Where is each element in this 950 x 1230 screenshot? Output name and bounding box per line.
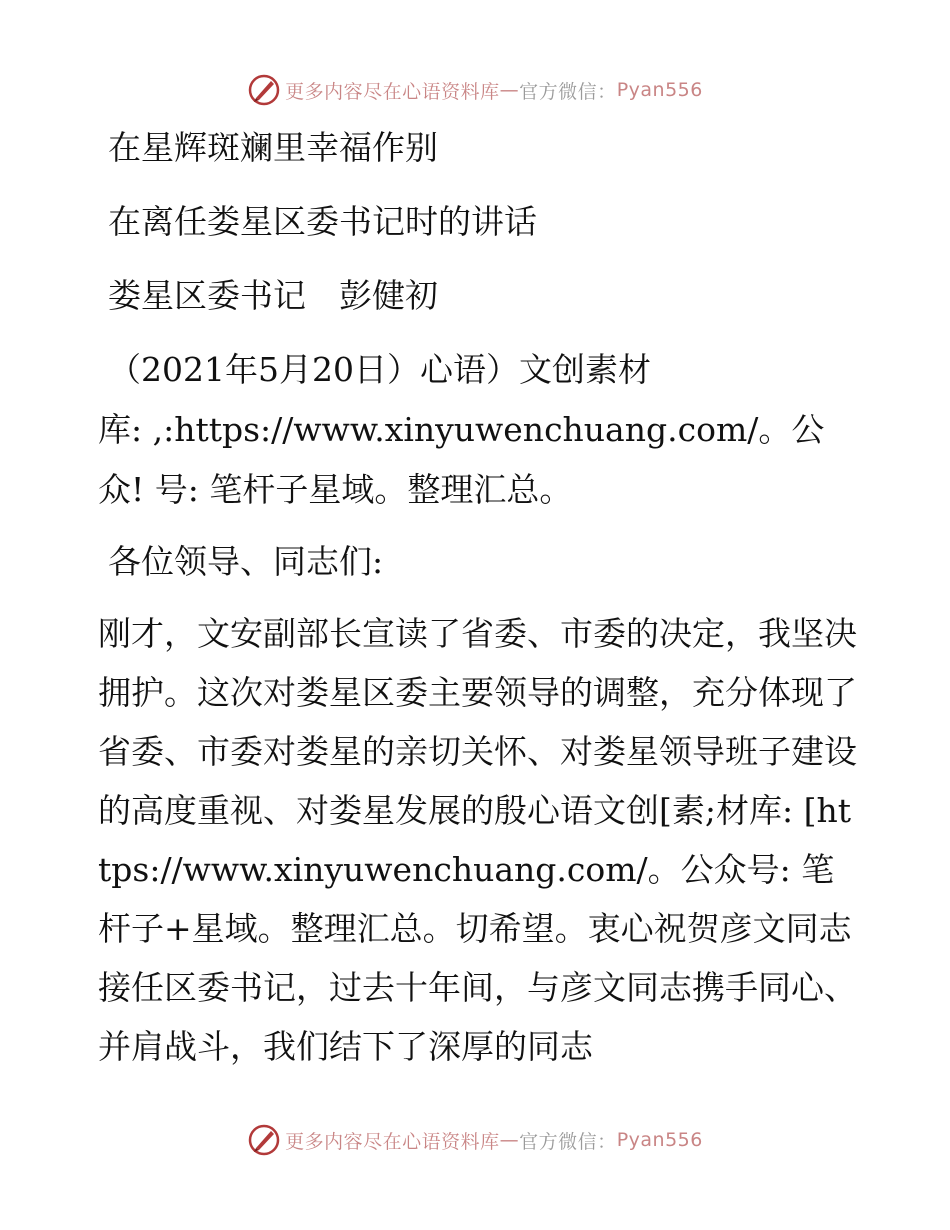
document-source-line: 库: ,:https://www.xinyuwenchuang.com/。公众! 号: 笔杆子星域。整理汇总。 [98,410,825,509]
document-paragraph: 刚才，文安副部长宣读了省委、市委的决定，我坚决拥护。这次对娄星区委主要领导的调整，充分体现了省委、市委对娄星的亲切关怀、对娄星领导班子建设的高度重视、对娄星发展的殷心语文创[素;材库: [https://www.xinyuwenchuang.com/。公众号: 笔杆子+星域。整理汇总。切希望。衷心祝贺彦文同志接任区委书记，过去十年间，与彦文同志携手同心、并肩战斗，我们结下了深厚的同志 [98,614,857,1066]
pen-logo-icon [247,73,281,107]
watermark-text: 更多内容尽在心语资料库 [285,80,500,103]
document-title: 在星辉斑斓里幸福作别 [108,128,438,167]
watermark-dash: — [499,1129,520,1151]
watermark-official: 官方微信： [519,80,617,103]
document-date-line: （2021年5月20日）心语）文创素材 [108,350,651,389]
watermark-dash: — [499,79,520,101]
watermark-id: Pyan556 [616,1129,703,1151]
document-author: 娄星区委书记 彭健初 [108,276,438,315]
watermark-id: Pyan556 [616,79,703,101]
watermark-text: 更多内容尽在心语资料库 [285,1130,500,1153]
footer-watermark [0,1120,950,1160]
watermark-official: 官方微信： [519,1130,617,1153]
document-body [98,118,858,1076]
header-watermark [0,70,950,110]
pen-logo-icon [247,1123,281,1157]
document-subtitle: 在离任娄星区委书记时的讲话 [108,202,537,241]
document-salutation: 各位领导、同志们: [108,542,384,581]
